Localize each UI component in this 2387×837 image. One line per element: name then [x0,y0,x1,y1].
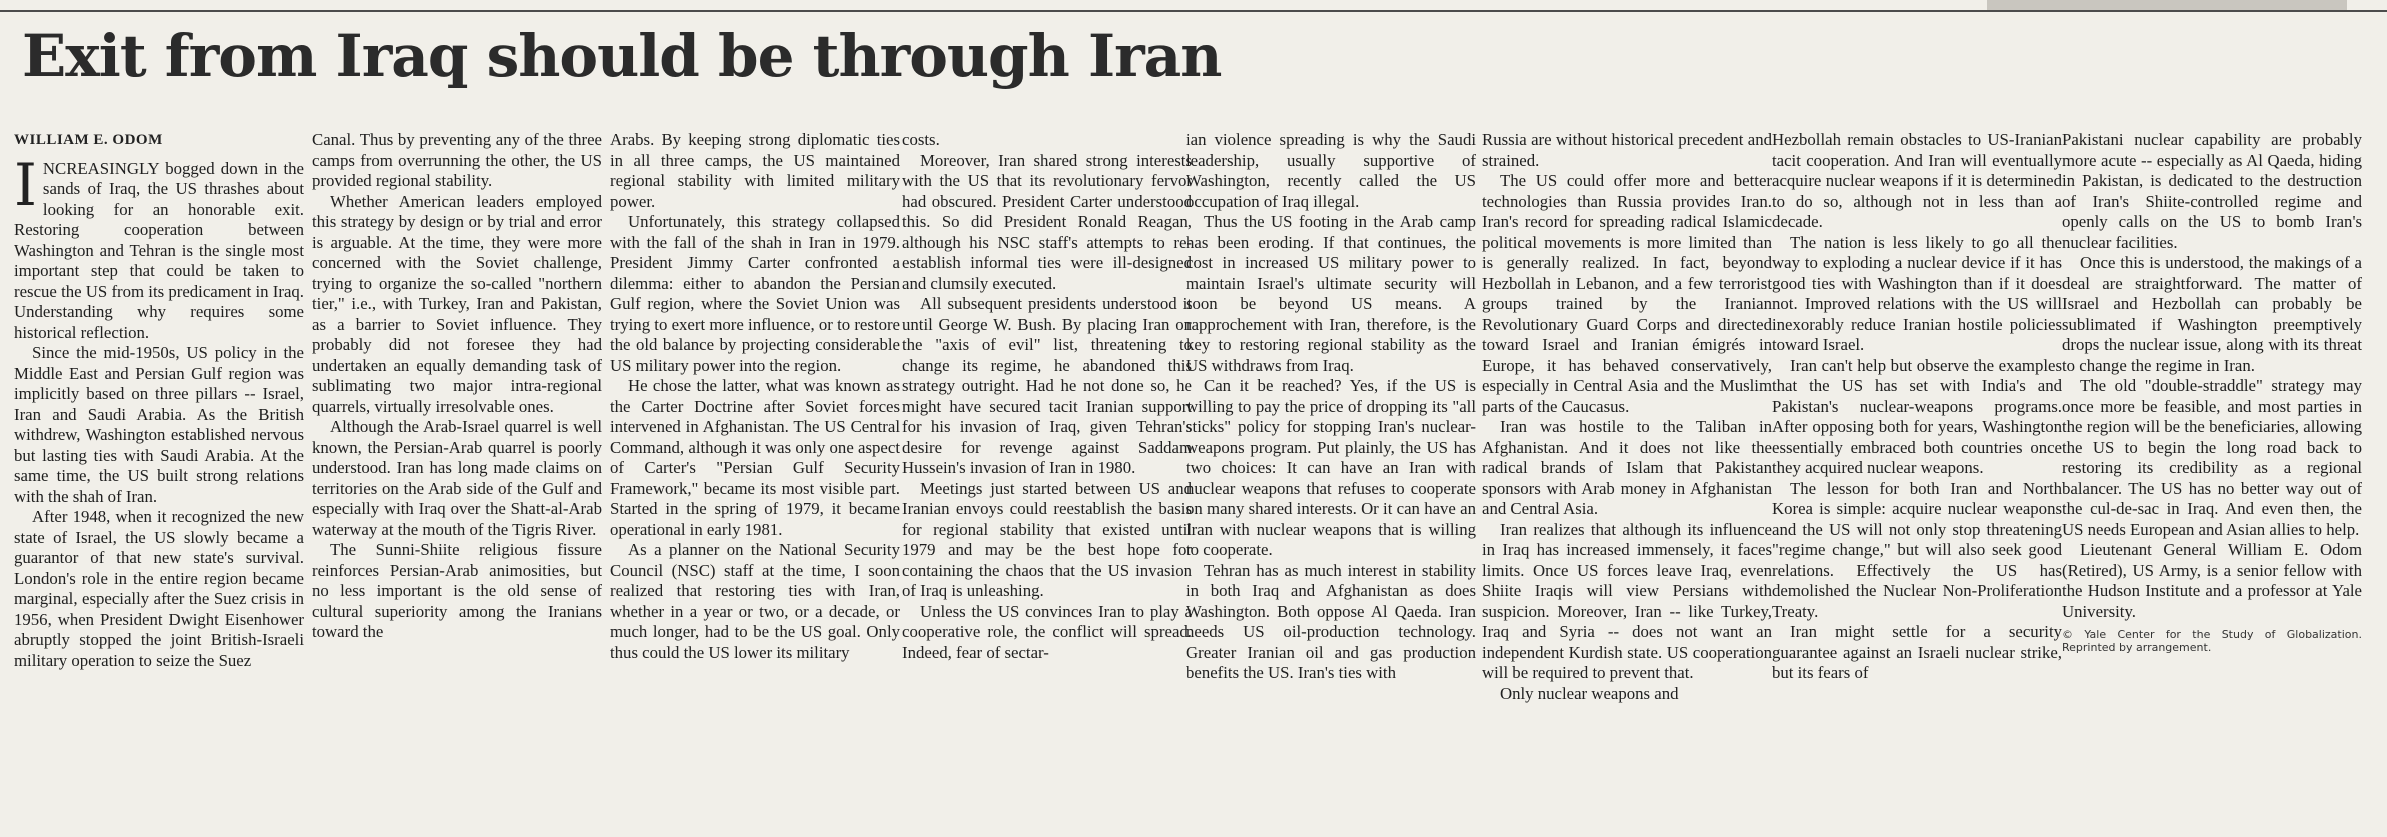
column-6 [1482,130,1772,830]
paragraph: costs. [902,130,940,149]
paragraph: ian violence spreading is why the Saudi leadership, usually supportive of Washington, recently called the US occupation of Iraq illegal. [1186,130,1476,211]
column-5 [1186,130,1476,830]
paragraph: The lesson for both Iran and North Korea is simple: acquire nuclear weapons and the US will not only stop threatening "regime change," but will also seek good relations. Effectively the US has demolished the Nuclear Non-Proliferation Treaty. [1772,478,2062,621]
paragraph: Only nuclear weapons and [1500,683,1679,703]
paragraph: Unfortunately, this strategy collapsed with the fall of the shah in Iran in 1979. President Jimmy Carter confronted a dilemma: either to abandon the Persian Gulf region, where the Soviet Union was trying to exert more influence, or to restore the old balance by projecting considerable US military power into the region. [610,212,900,375]
paragraph: Can it be reached? Yes, if the US is willing to pay the price of dropping its "all sticks" policy for stopping Iran's nuclear-weapons program. Put plainly, the US has two choices: It can have an Iran with nuclear weapons that refuses to cooperate on many shared interests. Or it can have an Iran with nuclear weapons that is willing to cooperate. [1186,376,1476,559]
paragraph: Iran realizes that although its influence in Iraq has increased immensely, it faces limits. Once US forces leave Iraq, even Shiite Iraqis will view Persians with suspicion. Moreover, Iran -- like Turkey, Iraq and Syria -- does not want an independent Kurdish state. US cooperation will be required to prevent that. [1482,519,1772,682]
paragraph: Moreover, Iran shared strong interests with the US that its revolutionary fervor had obscured. President Carter understood this. So did President Ronald Reagan, although his NSC staff's attempts to re-establish informal ties were ill-designed and clumsily executed. [902,150,1192,293]
paragraph: Tehran has as much interest in stability in both Iraq and Afghanistan as does Washington. Both oppose Al Qaeda. Iran needs US oil-production technology. Greater Iranian oil and gas production benefits the US. Iran's ties with [1186,560,1476,682]
byline: WILLIAM E. ODOM [14,132,163,148]
paragraph [14,150,304,344]
paragraph: Thus the US footing in the Arab camp has been eroding. If that continues, the cost in increased US military power to maintain Israel's ultimate security will soon be beyond US means. A rapprochement with Iran, therefore, is the key to restoring regional stability as the US withdraws from Iraq. [1186,212,1476,375]
paragraph: The Sunni-Shiite religious fissure reinforces Persian-Arab animosities, but no less important is the old sense of cultural superiority among the Iranians toward the [312,540,602,641]
paragraph: Iran was hostile to the Taliban in Afghanistan. And it does not like the radical brands of Islam that Pakistan sponsors with Arab money in Afghanistan and Central Asia. [1482,417,1772,518]
column-4 [902,130,1192,830]
paragraph: All subsequent presidents understood it until George W. Bush. By placing Iran on the "axis of evil" list, threatening to change its regime, he abandoned this strategy outright. Had he not done so, he might have secured tacit Iranian support for his invasion of Iraq, given Tehran's desire for revenge against Saddam Hussein's invasion of Iran in 1980. [902,294,1192,477]
column-8 [2062,130,2362,830]
paragraph: Russia are without historical precedent and strained. [1482,130,1772,170]
column-7 [1772,130,2062,830]
paragraph: The old "double-straddle" strategy may once more be feasible, and most parties in the region will be the beneficiaries, allowing the US to begin the long road back to restoring its credibility as a regional balancer. The US has no better way out of the cul-de-sac in Iraq. And even then, the US needs European and Asian allies to help. [2062,376,2362,539]
paragraph: Iran might settle for a security guarantee against an Israeli nuclear strike, but its fears of [1772,622,2062,682]
paragraph: As a planner on the National Security Council (NSC) staff at the time, I soon realized that restoring ties with Iran, whether in a year or two, or a decade, or much longer, had to be the US goal. Only thus could the US lower its military [610,540,900,662]
column-3 [610,130,900,830]
paragraph: Meetings just started between US and Iranian envoys could reestablish the basis for regional stability that existed until 1979 and may be the best hope for containing the chaos that the US invasion of Iraq is unleashing. [902,478,1192,600]
paragraph: Once this is understood, the makings of a deal are straightforward. The matter of Israel and Hezbollah can probably be sublimated if Washington preemptively drops the nuclear issue, along with its threat to change the regime in Iran. [2062,253,2362,375]
paragraph: Pakistani nuclear capability are probably more acute -- especially as Al Qaeda, hiding in Pakistan, is dedicated to the destruction of Iran's Shiite-controlled regime and openly calls on the US to bomb Iran's nuclear facilities. [2062,130,2362,252]
paragraph: The US could offer more and better technologies than Russia provides Iran. Iran's record for spreading radical Islamic political movements is more limited than is generally realized. In fact, beyond Hezbollah in Lebanon, and a few terrorist groups trained by the Iranian Revolutionary Guard Corps and directed toward Israel and Iranian émigrés in Europe, it has behaved conservatively, especially in Central Asia and the Muslim parts of the Caucasus. [1482,171,1772,416]
paragraph: Since the mid-1950s, US policy in the Middle East and Persian Gulf region was implicitly based on three pillars -- Israel, Iran and Saudi Arabia. As the British withdrew, Washington established nervous but lasting ties with Saudi Arabia. At the same time, the US built strong relations with the shah of Iran. [14,343,304,506]
paragraph: Hezbollah remain obstacles to US-Iranian tacit cooperation. And Iran will eventually acquire nuclear weapons if it is determined to do so, although not in less than a decade. [1772,130,2062,231]
top-decorative-strip [1987,0,2347,10]
paragraph: Arabs. By keeping strong diplomatic ties in all three camps, the US maintained regional stability with limited military power. [610,130,900,211]
paragraph: Whether American leaders employed this strategy by design or by trial and error is arguable. At the time, they were more concerned with the Soviet challenge, trying to organize the so-called "northern tier," i.e., with Turkey, Iran and Pakistan, as a barrier to Soviet influence. They probably did not foresee they had undertaken an equally demanding task of sublimating two major intra-regional quarrels, virtually irresolvable ones. [312,191,602,416]
headline: Exit from Iraq should be through Iran [22,22,1222,90]
top-rule [0,10,2387,12]
paragraph: The nation is less likely to go all the way to exploding a nuclear device if it has good ties with Washington than if it does not. Improved relations with the US will inexorably reduce Iranian hostile policies toward Israel. [1772,232,2062,354]
paragraph: He chose the latter, what was known as the Carter Doctrine after Soviet forces intervened in Afghanistan. The US Central Command, although it was only one aspect of Carter's "Persian Gulf Security Framework," became its most visible part. Started in the spring of 1979, it became operational in early 1981. [610,376,900,539]
paragraph: Iran can't help but observe the examples that the US has set with India's and Pakistan's nuclear-weapons programs. After opposing both for years, Washington essentially embraced both countries once they acquired nuclear weapons. [1772,355,2062,477]
author-bio: Lieutenant General William E. Odom (Retired), US Army, is a senior fellow with the Hudson Institute and a professor at Yale University. [2062,540,2362,621]
paragraph: Although the Arab-Israel quarrel is well known, the Persian-Arab quarrel is poorly understood. Iran has long made claims on territories on the Arab side of the Gulf and especially with Iraq over the Shatt-al-Arab waterway at the mouth of the Tigris River. [312,417,602,539]
paragraph-text: NCREASINGLY bogged down in the sands of Iraq, the US thrashes about looking for an honorable exit. Restoring cooperation between Washington and Tehran is the single most important step that could be taken to rescue the US from its predicament in Iraq. Understanding why requires some historical reflection. [14,158,304,342]
paragraph: After 1948, when it recognized the new state of Israel, the US slowly became a guarantor of that new state's survival. London's role in the entire region became marginal, especially after the Suez crisis in 1956, when President Dwight Eisenhower abruptly stopped the joint British-Israeli military operation to seize the Suez [14,507,304,670]
paragraph: Unless the US convinces Iran to play a cooperative role, the conflict will spread. Indeed, fear of sectar- [902,601,1192,662]
drop-cap: I [14,150,37,219]
column-1 [14,130,304,830]
column-2 [312,130,602,830]
paragraph: Canal. Thus by preventing any of the three camps from overrunning the other, the US provided regional stability. [312,130,602,190]
copyright-note: © Yale Center for the Study of Globalization. Reprinted by arrangement. [2062,628,2362,654]
